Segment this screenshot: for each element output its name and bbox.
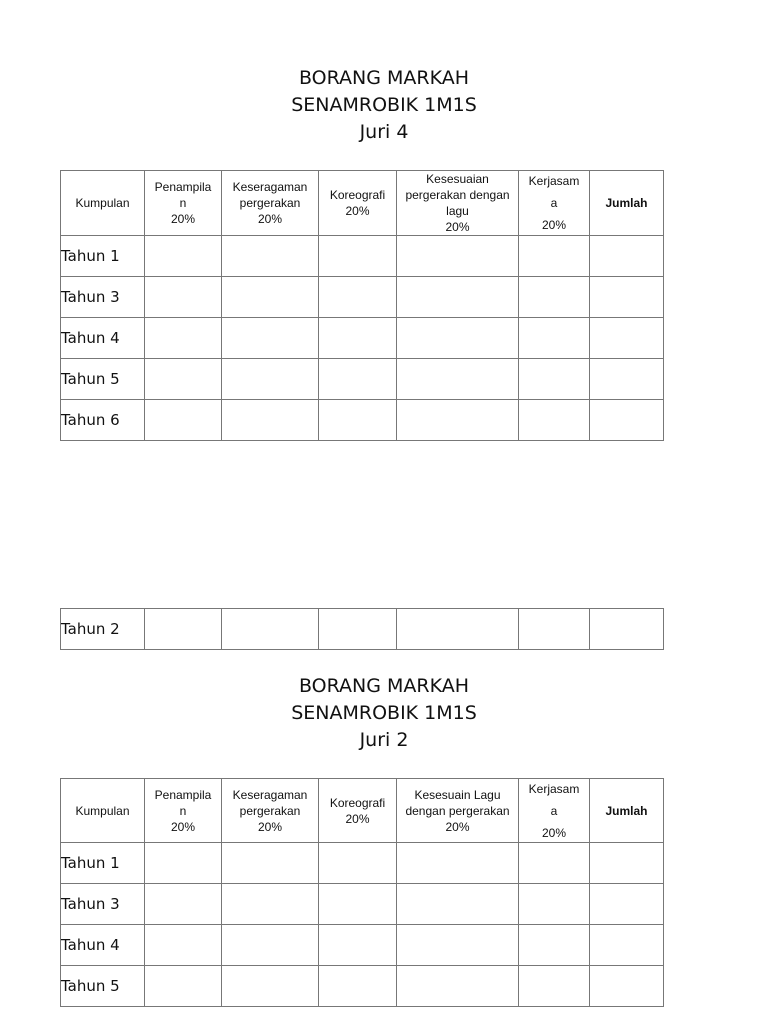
score-cell[interactable] bbox=[222, 609, 319, 650]
score-cell[interactable] bbox=[397, 884, 519, 925]
table-row bbox=[61, 925, 664, 966]
row-label: Tahun 3 bbox=[61, 277, 145, 318]
score-cell[interactable] bbox=[222, 236, 319, 277]
score-cell[interactable] bbox=[145, 400, 222, 441]
form2-header-row bbox=[61, 779, 664, 843]
score-cell[interactable] bbox=[397, 277, 519, 318]
table-row bbox=[61, 236, 664, 277]
table-row bbox=[61, 884, 664, 925]
score-cell[interactable] bbox=[222, 277, 319, 318]
score-cell[interactable] bbox=[145, 884, 222, 925]
score-cell[interactable] bbox=[590, 236, 664, 277]
form1-title bbox=[0, 65, 768, 146]
table-row bbox=[61, 359, 664, 400]
table-row bbox=[61, 843, 664, 884]
table-row bbox=[61, 966, 664, 1007]
score-cell[interactable] bbox=[590, 925, 664, 966]
form2-title-line1: BORANG MARKAH bbox=[298, 675, 470, 697]
score-cell[interactable] bbox=[519, 609, 590, 650]
col-keseragaman-header: Keseragaman pergerakan 20% bbox=[222, 171, 319, 236]
score-cell[interactable] bbox=[319, 277, 397, 318]
col-kumpulan-header: Kumpulan bbox=[61, 779, 145, 843]
score-cell[interactable] bbox=[590, 966, 664, 1007]
table-row bbox=[61, 400, 664, 441]
score-cell[interactable] bbox=[145, 236, 222, 277]
score-cell[interactable] bbox=[145, 966, 222, 1007]
score-cell[interactable] bbox=[319, 400, 397, 441]
col-kesesuaian-header: Kesesuaian pergerakan dengan lagu 20% bbox=[397, 171, 519, 236]
score-cell[interactable] bbox=[145, 925, 222, 966]
table-row bbox=[61, 609, 664, 650]
score-cell[interactable] bbox=[519, 400, 590, 441]
score-cell[interactable] bbox=[145, 843, 222, 884]
score-cell[interactable] bbox=[397, 359, 519, 400]
score-cell[interactable] bbox=[145, 609, 222, 650]
col-penampilan-header: Penampila n 20% bbox=[145, 171, 222, 236]
row-label: Tahun 5 bbox=[61, 966, 145, 1007]
score-cell[interactable] bbox=[519, 966, 590, 1007]
score-cell[interactable] bbox=[590, 277, 664, 318]
col-kerjasama-header: Kerjasam a 20% bbox=[519, 171, 590, 236]
orphan-row-table bbox=[60, 608, 664, 650]
score-cell[interactable] bbox=[222, 359, 319, 400]
score-cell[interactable] bbox=[397, 236, 519, 277]
score-cell[interactable] bbox=[397, 966, 519, 1007]
form2-score-table bbox=[60, 778, 664, 1007]
score-cell[interactable] bbox=[519, 843, 590, 884]
form1-title-line1: BORANG MARKAH bbox=[298, 67, 470, 89]
row-label: Tahun 1 bbox=[61, 236, 145, 277]
score-cell[interactable] bbox=[222, 400, 319, 441]
score-cell[interactable] bbox=[519, 318, 590, 359]
col-keseragaman-header: Keseragaman pergerakan 20% bbox=[222, 779, 319, 843]
score-cell[interactable] bbox=[222, 925, 319, 966]
score-cell[interactable] bbox=[590, 884, 664, 925]
row-label: Tahun 1 bbox=[61, 843, 145, 884]
score-cell[interactable] bbox=[222, 843, 319, 884]
score-cell[interactable] bbox=[519, 277, 590, 318]
score-cell[interactable] bbox=[397, 925, 519, 966]
col-kerjasama-header: Kerjasam a 20% bbox=[519, 779, 590, 843]
row-label: Tahun 5 bbox=[61, 359, 145, 400]
col-kesesuaian-header: Kesesuain Lagu dengan pergerakan 20% bbox=[397, 779, 519, 843]
score-cell[interactable] bbox=[319, 236, 397, 277]
col-kumpulan-header: Kumpulan bbox=[61, 171, 145, 236]
score-cell[interactable] bbox=[590, 609, 664, 650]
score-cell[interactable] bbox=[319, 925, 397, 966]
form1-header-row bbox=[61, 171, 664, 236]
score-cell[interactable] bbox=[590, 400, 664, 441]
col-koreografi-header: Koreografi 20% bbox=[319, 779, 397, 843]
score-cell[interactable] bbox=[519, 925, 590, 966]
row-label: Tahun 2 bbox=[61, 609, 145, 650]
score-cell[interactable] bbox=[319, 359, 397, 400]
col-penampilan-header: Penampila n 20% bbox=[145, 779, 222, 843]
form2-title bbox=[0, 673, 768, 754]
score-cell[interactable] bbox=[590, 843, 664, 884]
score-cell[interactable] bbox=[519, 884, 590, 925]
row-label: Tahun 3 bbox=[61, 884, 145, 925]
score-cell[interactable] bbox=[519, 236, 590, 277]
score-cell[interactable] bbox=[590, 359, 664, 400]
score-cell[interactable] bbox=[319, 318, 397, 359]
score-cell[interactable] bbox=[397, 609, 519, 650]
col-jumlah-header: Jumlah bbox=[590, 171, 664, 236]
score-cell[interactable] bbox=[319, 609, 397, 650]
score-cell[interactable] bbox=[145, 359, 222, 400]
form2-title-line2: SENAMROBIK 1M1S bbox=[291, 702, 477, 724]
score-cell[interactable] bbox=[397, 843, 519, 884]
table-row bbox=[61, 318, 664, 359]
col-koreografi-header: Koreografi 20% bbox=[319, 171, 397, 236]
score-cell[interactable] bbox=[222, 318, 319, 359]
score-cell[interactable] bbox=[319, 843, 397, 884]
form2-title-line3: Juri 2 bbox=[359, 729, 409, 751]
table-row bbox=[61, 277, 664, 318]
score-cell[interactable] bbox=[519, 359, 590, 400]
row-label: Tahun 6 bbox=[61, 400, 145, 441]
col-jumlah-header: Jumlah bbox=[590, 779, 664, 843]
score-cell[interactable] bbox=[397, 400, 519, 441]
score-cell[interactable] bbox=[319, 966, 397, 1007]
row-label: Tahun 4 bbox=[61, 318, 145, 359]
form1-title-line3: Juri 4 bbox=[359, 121, 409, 143]
score-cell[interactable] bbox=[145, 318, 222, 359]
form1-title-line2: SENAMROBIK 1M1S bbox=[291, 94, 477, 116]
row-label: Tahun 4 bbox=[61, 925, 145, 966]
score-cell[interactable] bbox=[145, 277, 222, 318]
form1-score-table bbox=[60, 170, 664, 441]
score-cell[interactable] bbox=[319, 884, 397, 925]
score-cell[interactable] bbox=[222, 966, 319, 1007]
score-cell[interactable] bbox=[590, 318, 664, 359]
score-cell[interactable] bbox=[397, 318, 519, 359]
score-cell[interactable] bbox=[222, 884, 319, 925]
